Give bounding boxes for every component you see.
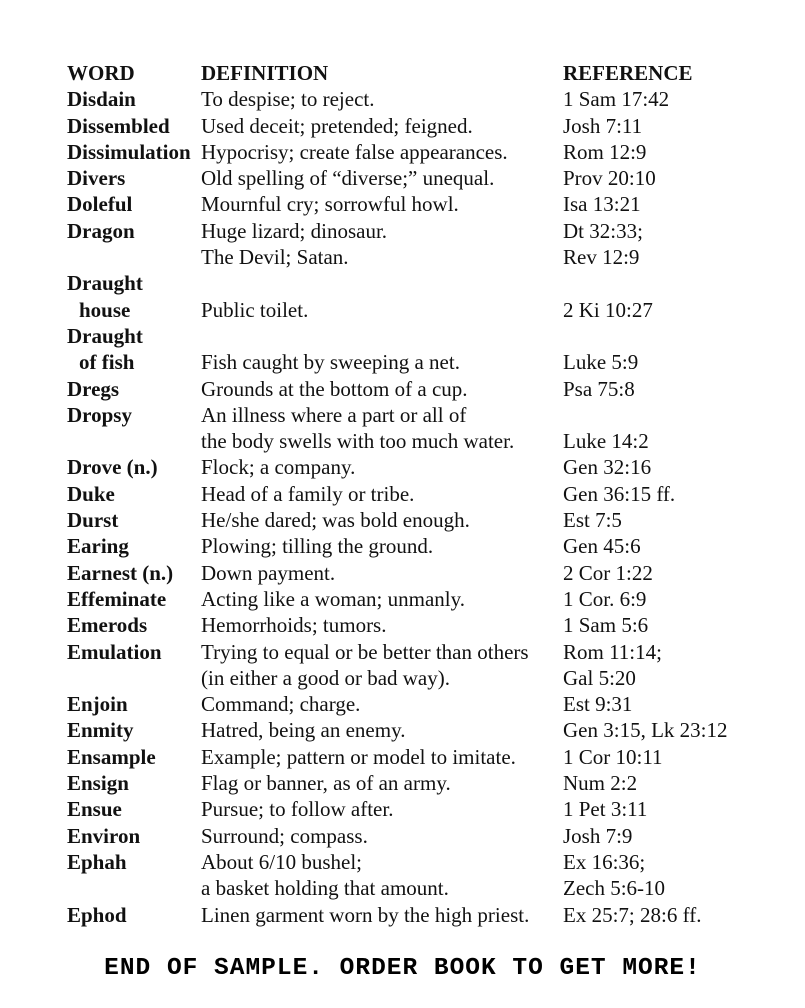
table-row: [67, 270, 787, 296]
table-row: [67, 849, 787, 875]
row-definition: Linen garment worn by the high priest.: [201, 902, 530, 927]
row-reference: Rom 12:9: [563, 139, 647, 164]
table-row: [67, 823, 787, 849]
table-row: [67, 402, 787, 428]
row-word: Ensue: [67, 797, 122, 822]
row-definition: the body swells with too much water.: [201, 429, 515, 454]
row-reference: Isa 13:21: [563, 192, 641, 217]
row-reference: Gen 32:16: [563, 455, 652, 480]
row-definition: Plowing; tilling the ground.: [201, 534, 434, 559]
row-reference: Josh 7:9: [563, 823, 633, 848]
row-word: Earnest (n.): [67, 560, 174, 585]
row-word: Ephod: [67, 902, 127, 927]
row-reference: Luke 14:2: [563, 429, 649, 454]
row-reference: Ex 25:7; 28:6 ff.: [563, 902, 702, 927]
end-of-sample-notice: END OF SAMPLE. ORDER BOOK TO GET MORE!: [104, 955, 701, 982]
table-row: [67, 875, 787, 901]
row-word: Duke: [67, 481, 115, 506]
row-definition: Surround; compass.: [201, 823, 368, 848]
row-definition: Hypocrisy; create false appearances.: [201, 139, 508, 164]
table-row: [67, 376, 787, 402]
row-reference: 2 Cor 1:22: [563, 560, 653, 585]
table-row: [67, 86, 787, 112]
row-reference: 1 Cor. 6:9: [563, 586, 647, 611]
row-word: Doleful: [67, 192, 133, 217]
row-definition: Command; charge.: [201, 692, 361, 717]
row-definition: Hemorrhoids; tumors.: [201, 613, 387, 638]
row-reference: Num 2:2: [563, 771, 638, 796]
table-row: [67, 586, 787, 612]
row-reference: 2 Ki 10:27: [563, 297, 653, 322]
row-definition: Used deceit; pretended; feigned.: [201, 113, 473, 138]
row-definition: An illness where a part or all of: [201, 402, 467, 427]
row-reference: Luke 5:9: [563, 350, 639, 375]
table-row: [67, 796, 787, 822]
table-row: [67, 349, 787, 375]
row-word: Durst: [67, 508, 119, 533]
row-definition: Old spelling of “diverse;” unequal.: [201, 166, 495, 191]
row-word: of fish: [79, 350, 135, 375]
row-reference: Prov 20:10: [563, 166, 656, 191]
row-word: Drove (n.): [67, 455, 158, 480]
row-definition: Example; pattern or model to imitate.: [201, 744, 516, 769]
table-row: [67, 323, 787, 349]
header-reference: REFERENCE: [563, 61, 693, 85]
row-word: Enmity: [67, 718, 134, 743]
table-row: [67, 165, 787, 191]
row-word: Emerods: [67, 613, 148, 638]
row-word: Dragon: [67, 218, 135, 243]
row-reference: Josh 7:11: [563, 113, 643, 138]
row-reference: Est 7:5: [563, 508, 622, 533]
table-row: [67, 612, 787, 638]
row-definition: Acting like a woman; unmanly.: [201, 586, 465, 611]
row-definition: Pursue; to follow after.: [201, 797, 394, 822]
table-row: [67, 770, 787, 796]
row-word: Dropsy: [67, 402, 132, 427]
glossary-table: [67, 60, 787, 928]
row-definition: Down payment.: [201, 560, 336, 585]
row-reference: 1 Sam 5:6: [563, 613, 649, 638]
row-word: Dregs: [67, 376, 120, 401]
row-word: Emulation: [67, 639, 162, 664]
row-reference: 1 Cor 10:11: [563, 744, 663, 769]
table-row: [67, 191, 787, 217]
table-row: [67, 218, 787, 244]
table-row: [67, 507, 787, 533]
table-row: [67, 560, 787, 586]
row-definition: Flag or banner, as of an army.: [201, 771, 451, 796]
row-reference: Psa 75:8: [563, 376, 635, 401]
row-word: house: [79, 297, 131, 322]
row-word: Ephah: [67, 849, 127, 874]
table-row: [67, 481, 787, 507]
row-word: Draught: [67, 271, 143, 296]
row-definition: Trying to equal or be better than others: [201, 639, 529, 664]
row-definition: To despise; to reject.: [201, 87, 375, 112]
row-reference: Dt 32:33;: [563, 218, 643, 243]
table-row: [67, 691, 787, 717]
row-reference: Gen 36:15 ff.: [563, 481, 676, 506]
table-row: [67, 717, 787, 743]
row-definition: Mournful cry; sorrowful howl.: [201, 192, 459, 217]
table-row: [67, 454, 787, 480]
table-row: [67, 902, 787, 928]
row-definition: About 6/10 bushel;: [201, 849, 362, 874]
row-definition: He/she dared; was bold enough.: [201, 508, 470, 533]
row-word: Effeminate: [67, 586, 167, 611]
table-row: [67, 139, 787, 165]
table-row: [67, 744, 787, 770]
row-definition: The Devil; Satan.: [201, 245, 349, 270]
row-reference: Ex 16:36;: [563, 849, 646, 874]
row-definition: Hatred, being an enemy.: [201, 718, 406, 743]
table-row: [67, 113, 787, 139]
row-definition: Flock; a company.: [201, 455, 356, 480]
table-row: [67, 639, 787, 665]
row-word: Environ: [67, 823, 141, 848]
row-word: Dissimulation: [67, 139, 191, 164]
row-word: Ensign: [67, 771, 129, 796]
row-word: Ensample: [67, 744, 156, 769]
table-row: [67, 533, 787, 559]
table-row: [67, 244, 787, 270]
row-reference: Gal 5:20: [563, 665, 636, 690]
table-row: [67, 428, 787, 454]
row-definition: a basket holding that amount.: [201, 876, 449, 901]
row-reference: Gen 3:15, Lk 23:12: [563, 718, 728, 743]
table-row: [67, 665, 787, 691]
table-row: [67, 297, 787, 323]
row-definition: (in either a good or bad way).: [201, 665, 450, 690]
row-reference: Zech 5:6-10: [563, 876, 666, 901]
table-header: [67, 60, 787, 86]
row-definition: Huge lizard; dinosaur.: [201, 218, 388, 243]
header-definition: DEFINITION: [201, 61, 329, 85]
row-reference: Est 9:31: [563, 692, 633, 717]
header-word: WORD: [67, 61, 135, 85]
row-word: Divers: [67, 166, 126, 191]
row-reference: Rom 11:14;: [563, 639, 662, 664]
row-word: Disdain: [67, 87, 136, 112]
row-reference: Rev 12:9: [563, 245, 640, 270]
row-reference: 1 Sam 17:42: [563, 87, 670, 112]
row-word: Enjoin: [67, 692, 128, 717]
row-word: Dissembled: [67, 113, 170, 138]
row-definition: Public toilet.: [201, 297, 309, 322]
row-word: Earing: [67, 534, 129, 559]
row-reference: Gen 45:6: [563, 534, 641, 559]
row-definition: Fish caught by sweeping a net.: [201, 350, 460, 375]
table-body: [67, 86, 787, 928]
row-reference: 1 Pet 3:11: [563, 797, 648, 822]
row-definition: Head of a family or tribe.: [201, 481, 415, 506]
row-definition: Grounds at the bottom of a cup.: [201, 376, 468, 401]
row-word: Draught: [67, 323, 143, 348]
